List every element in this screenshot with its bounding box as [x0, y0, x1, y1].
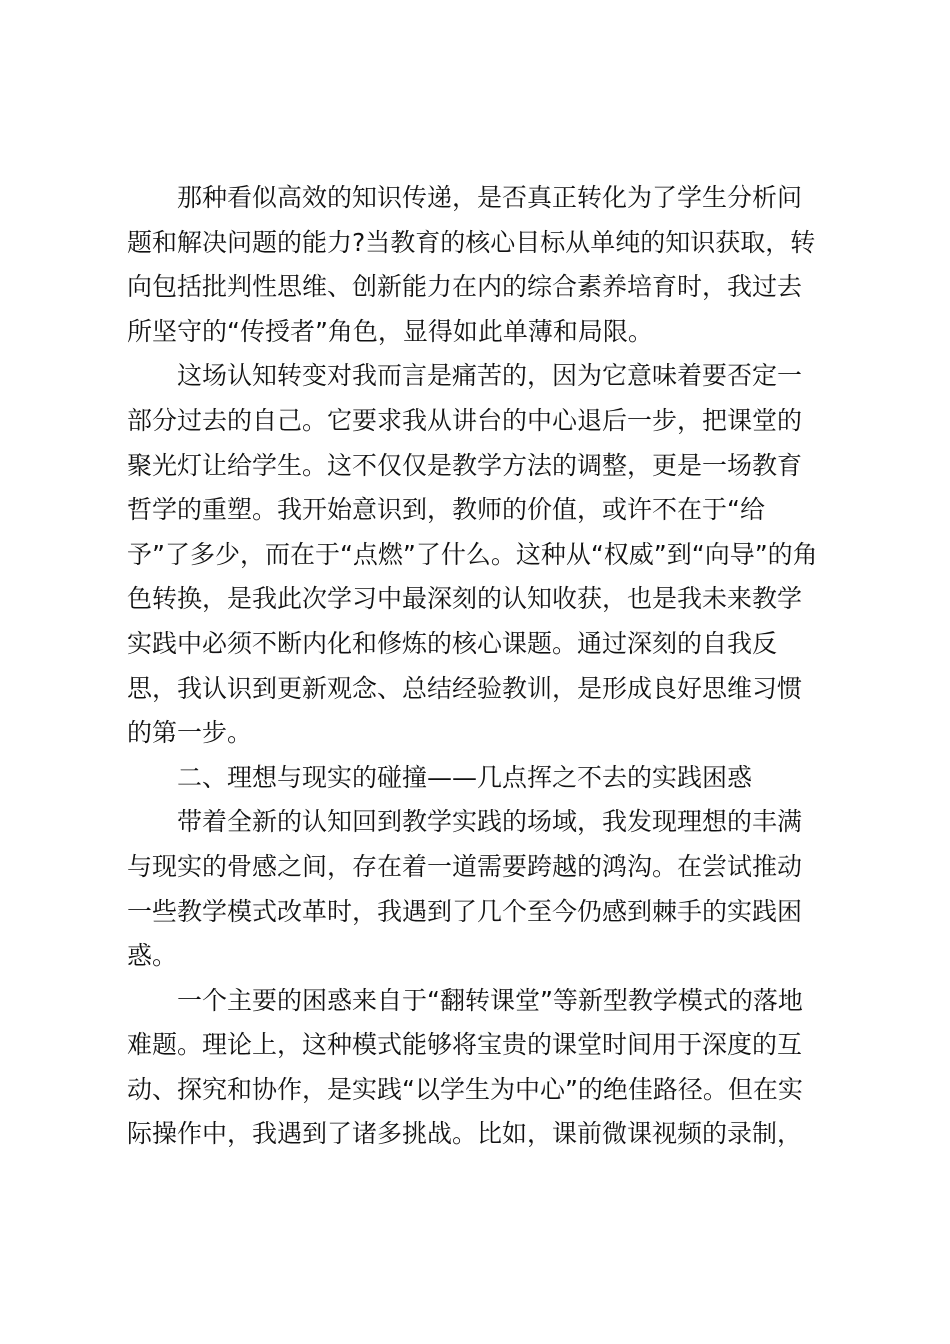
text-line: 一个主要的困惑来自于“翻转课堂”等新型教学模式的落地: [127, 985, 803, 1015]
text-line: 色转换，是我此次学习中最深刻的认知收获，也是我未来教学: [127, 584, 803, 614]
text-line: 难题。理论上，这种模式能够将宝贵的课堂时间用于深度的互: [127, 1030, 803, 1060]
text-line: 那种看似高效的知识传递，是否真正转化为了学生分析问: [127, 183, 803, 212]
text-line: 题和解决问题的能力?当教育的核心目标从单纯的知识获取，转: [127, 227, 816, 257]
text-line: 部分过去的自己。它要求我从讲台的中心退后一步，把课堂的: [127, 405, 803, 435]
section-heading: [127, 756, 823, 801]
text-line: 一些教学模式改革时，我遇到了几个至今仍感到棘手的实践困: [127, 896, 803, 926]
paragraph-3: [127, 800, 823, 978]
text-line: 向包括批判性思维、创新能力在内的综合素养培育时，我过去: [127, 272, 803, 302]
text-line: 所坚守的“传授者”角色，显得如此单薄和局限。: [127, 316, 653, 346]
paragraph-1: [127, 176, 823, 354]
text-line: 这场认知转变对我而言是痛苦的，因为它意味着要否定一: [127, 361, 803, 391]
text-line: 与现实的骨感之间，存在着一道需要跨越的鸿沟。在尝试推动: [127, 851, 803, 881]
text-line: 带着全新的认知回到教学实践的场域，我发现理想的丰满: [127, 807, 803, 837]
paragraph-2: [127, 354, 823, 755]
text-line: 际操作中，我遇到了诸多挑战。比如，课前微课视频的录制，: [127, 1119, 803, 1149]
section-heading-text: 二、理想与现实的碰撞——几点挥之不去的实践困惑: [127, 762, 753, 792]
text-line: 动、探究和协作，是实践“以学生为中心”的绝佳路径。但在实: [127, 1074, 803, 1104]
text-line: 实践中必须不断内化和修炼的核心课题。通过深刻的自我反: [127, 628, 778, 658]
text-line: 思，我认识到更新观念、总结经验教训，是形成良好思维习惯: [127, 673, 803, 703]
text-line: 哲学的重塑。我开始意识到，教师的价值，或许不在于“给: [127, 495, 765, 525]
text-line: 予”了多少，而在于“点燃”了什么。这种从“权威”到“向导”的角: [127, 539, 818, 569]
text-line: 惑。: [127, 941, 178, 971]
text-line: 聚光灯让给学生。这不仅仅是教学方法的调整，更是一场教育: [127, 450, 803, 480]
paragraph-4: [127, 979, 823, 1157]
text-line: 的第一步。: [127, 718, 253, 748]
body-text: [127, 176, 823, 1157]
